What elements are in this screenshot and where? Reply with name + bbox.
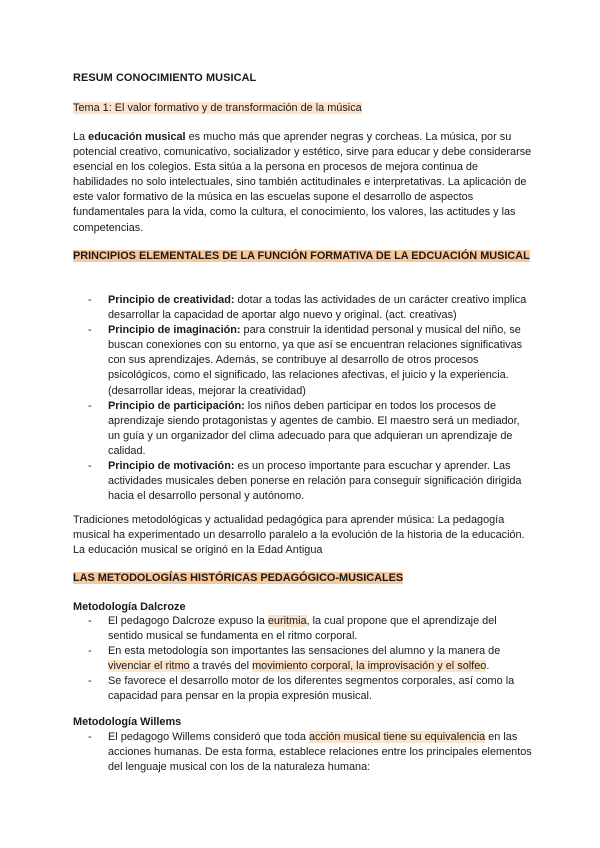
dalcroze-b2-post: . — [486, 660, 490, 673]
tradiciones-paragraph: Tradiciones metodológicas y actualidad pedagógica para aprender música: La pedagogía musical ha experimentado un desarrollo paralelo a la evolución de la historia de la educación. La educación musical se originó en la Edad Antigua — [73, 514, 525, 557]
tema-heading — [73, 101, 533, 116]
metodologias-heading — [73, 571, 533, 586]
principio-label: Principio de motivación: — [108, 460, 235, 473]
principio-label: Principio de participación: — [108, 399, 245, 412]
dalcroze-b1-highlight: euritmia — [267, 615, 307, 627]
bullet-dash: - — [88, 731, 92, 743]
list-item — [73, 323, 533, 398]
principios-heading — [73, 249, 533, 264]
tema-text: Tema 1: El valor formativo y de transformación de la música — [73, 102, 362, 114]
document-title: RESUM CONOCIMIENTO MUSICAL — [73, 72, 257, 84]
intro-pre: La — [73, 131, 89, 143]
bullet-dash: - — [88, 294, 92, 306]
list-item — [73, 459, 533, 504]
dalcroze-b2-highlight-2: movimiento corporal, la improvisación y el solfeo — [252, 660, 487, 673]
intro-post: es mucho más que aprender negras y corcheas. La música, por su potencial creativo, comunicativo, socializador y estético, sirve para educar y debe considerarse esencial en los colegios. Esta sitúa a la persona en procesos de mejora continua de habilidades no solo intelectuales, sino también actitudinales e interpretativas. La aplicación de este valor formativo de la música en las escuelas supone el desarrollo de aspectos fundamentales para la vida, como la cultura, el conocimiento, los valores, las actitudes y las competencias. — [73, 131, 532, 234]
dalcroze-title: Metodología Dalcroze — [73, 601, 186, 613]
principio-text: los niños deben participar en todos los procesos de aprendizaje siendo protagonistas y agentes de cambio. El maestro será un mediador, un guía y un organizador del clima adecuado para que adquieran un aprendizaje de calidad. — [108, 399, 520, 457]
dalcroze-b2-highlight-1: vivenciar el ritmo — [108, 660, 190, 673]
list-item — [73, 674, 533, 704]
list-item — [73, 293, 533, 323]
willems-b1-pre: El pedagogo Willems consideró que toda — [108, 731, 309, 743]
dalcroze-b2-pre: En esta metodología son importantes las sensaciones del alumno y la manera de — [108, 645, 501, 658]
intro-bold: educación musical — [88, 131, 186, 143]
bullet-dash: - — [88, 645, 92, 658]
principio-text: es un proceso importante para escuchar y aprender. Las actividades musicales deben ponerse en relación para conseguir significación dirigida hacia el desarrollo personal y autónomo. — [108, 460, 522, 503]
principio-text: para construir la identidad personal y musical del niño, se buscan conexiones con su entorno, ya que así se encuentran relaciones significativas con sus aprendizajes. Además, se contribuye al desarrollo de otros procesos psicológicos, como el significado, las relaciones afectivas, el juicio y la experiencia. (desarrollar ideas, mejorar la creatividad) — [108, 324, 523, 397]
dalcroze-b3: Se favorece el desarrollo motor de los diferentes segmentos corporales, así como la capacidad para pensar en la propia expresión musical. — [108, 675, 515, 703]
principio-text: dotar a todas las actividades de un carácter creativo implica desarrollar la capacidad de aportar algo nuevo y original. (act. creativas) — [108, 294, 527, 322]
list-item — [73, 614, 533, 644]
bullet-dash: - — [88, 324, 92, 337]
bullet-dash: - — [88, 399, 92, 412]
dalcroze-b1-pre: El pedagogo Dalcroze expuso la — [108, 615, 268, 627]
willems-b1-post: en las acciones humanas. De esta forma, establece relaciones entre los principales elementos del lenguaje musical con los de la naturaleza humana: — [108, 731, 532, 774]
bullet-dash: - — [88, 675, 92, 688]
list-item — [73, 399, 533, 459]
dalcroze-b1-post: , la cual propone que el aprendizaje del sentido musical se fundamenta en el ritmo corporal. — [108, 615, 497, 643]
list-item — [73, 644, 533, 674]
list-item — [73, 730, 533, 775]
intro-paragraph — [73, 130, 533, 236]
principios-list — [73, 293, 533, 504]
principio-label: Principio de imaginación: — [108, 324, 241, 337]
willems-b1-highlight: acción musical tiene su equivalencia — [309, 731, 486, 743]
metodologias-heading-text: LAS METODOLOGÍAS HISTÓRICAS PEDAGÓGICO-MUSICALES — [73, 572, 404, 584]
principios-heading-text: PRINCIPIOS ELEMENTALES DE LA FUNCIÓN FORMATIVA DE LA EDCUACIÓN MUSICAL — [73, 250, 530, 262]
dalcroze-b2-mid: a través del — [189, 660, 253, 673]
bullet-dash: - — [88, 615, 92, 627]
principio-label: Principio de creatividad: — [108, 294, 235, 306]
willems-list — [73, 730, 533, 775]
bullet-dash: - — [88, 460, 92, 473]
willems-title: Metodología Willems — [73, 716, 182, 728]
dalcroze-list — [73, 614, 533, 705]
